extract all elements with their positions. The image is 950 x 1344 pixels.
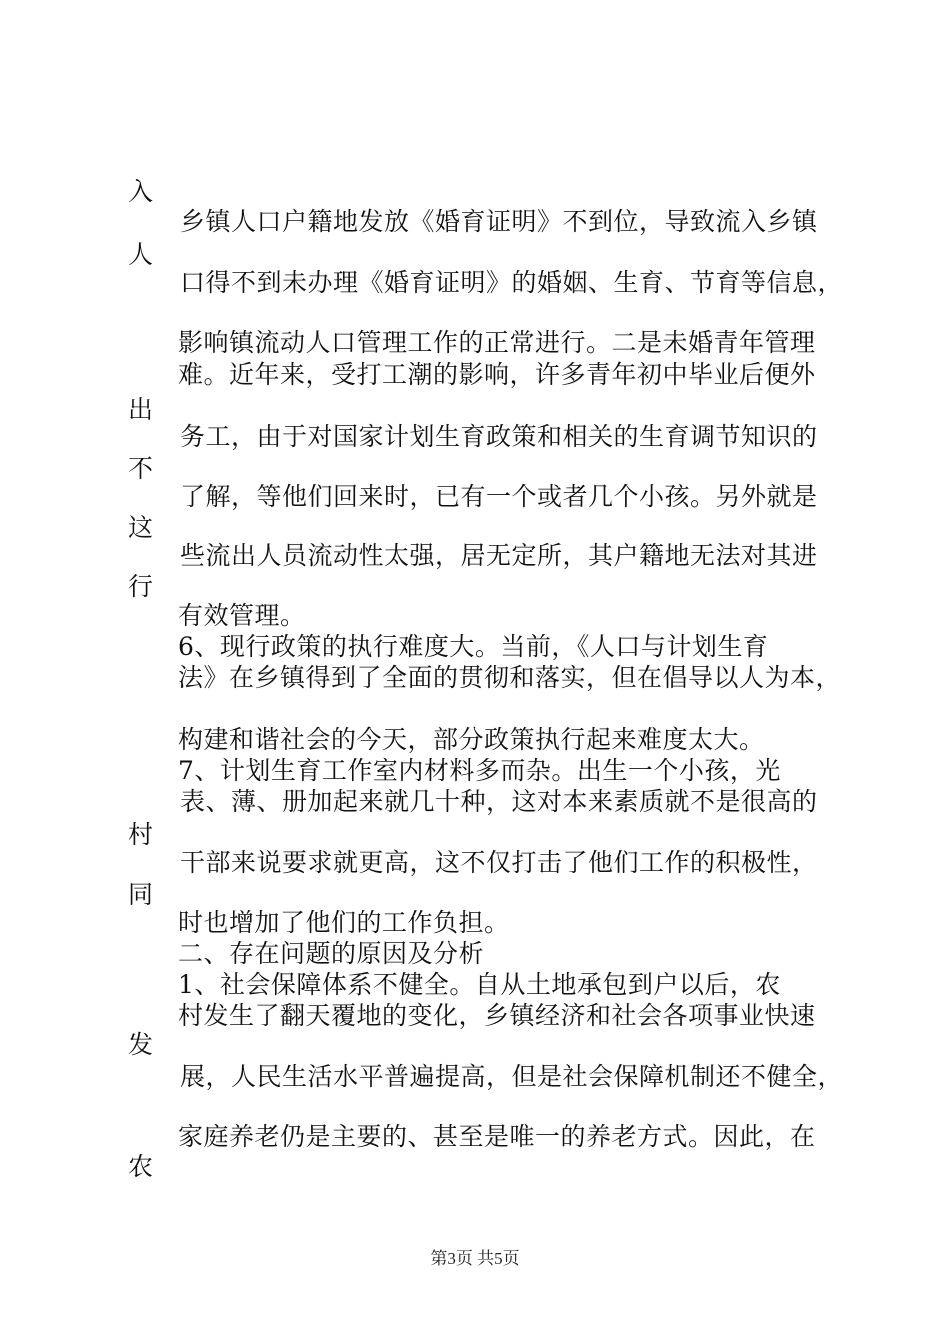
text-line: 表、薄、册加起来就几十种，这对本来素质就不是很高的 [180, 787, 818, 816]
text-line: 二、存在问题的原因及分析 [178, 939, 485, 968]
text-line: 时也增加了他们的工作负担。 [178, 908, 510, 937]
text-line: 法》在乡镇得到了全面的贯彻和落实，但在倡导以人为本， [178, 663, 842, 692]
margin-char: 行 [128, 572, 154, 601]
margin-char: 入 [128, 177, 154, 206]
text-line: 6、现行政策的执行难度大。当前，《人口与计划生育 [178, 632, 769, 661]
text-line: 展，人民生活水平普遍提高，但是社会保障机制还不健全， [180, 1062, 844, 1091]
text-line: 些流出人员流动性太强，居无定所，其户籍地无法对其进 [180, 541, 818, 570]
text-line: 乡镇人口户籍地发放《婚育证明》不到位，导致流入乡镇 [180, 207, 818, 236]
text-line: 1、社会保障体系不健全。自从土地承包到户以后，农 [178, 970, 781, 999]
margin-char: 不 [128, 454, 154, 483]
text-line: 影响镇流动人口管理工作的正常进行。二是未婚青年管理 [178, 328, 816, 357]
text-line: 7、计划生育工作室内材料多而杂。出生一个小孩，光 [178, 756, 781, 785]
text-line: 家庭养老仍是主要的、甚至是唯一的养老方式。因此，在 [178, 1122, 816, 1151]
margin-char: 农 [128, 1152, 154, 1181]
margin-char: 村 [128, 820, 154, 849]
text-line: 口得不到未办理《婚育证明》的婚姻、生育、节育等信息， [180, 268, 844, 297]
text-line: 难。近年来，受打工潮的影响，许多青年初中毕业后便外 [178, 360, 816, 389]
margin-char: 同 [128, 880, 154, 909]
text-line: 干部来说要求就更高，这不仅打击了他们工作的积极性， [180, 848, 818, 877]
margin-char: 这 [128, 513, 154, 542]
text-line: 村发生了翻天覆地的变化，乡镇经济和社会各项事业快速 [178, 1001, 816, 1030]
text-line: 了解，等他们回来时，已有一个或者几个小孩。另外就是 [180, 482, 818, 511]
margin-char: 发 [128, 1030, 154, 1059]
margin-char: 人 [128, 240, 154, 269]
text-line: 务工，由于对国家计划生育政策和相关的生育调节知识的 [180, 422, 818, 451]
text-line: 构建和谐社会的今天，部分政策执行起来难度太大。 [178, 725, 765, 754]
margin-char: 出 [128, 395, 154, 424]
text-line: 有效管理。 [178, 601, 306, 630]
page-footer: 第3页 共5页 [430, 1249, 520, 1268]
